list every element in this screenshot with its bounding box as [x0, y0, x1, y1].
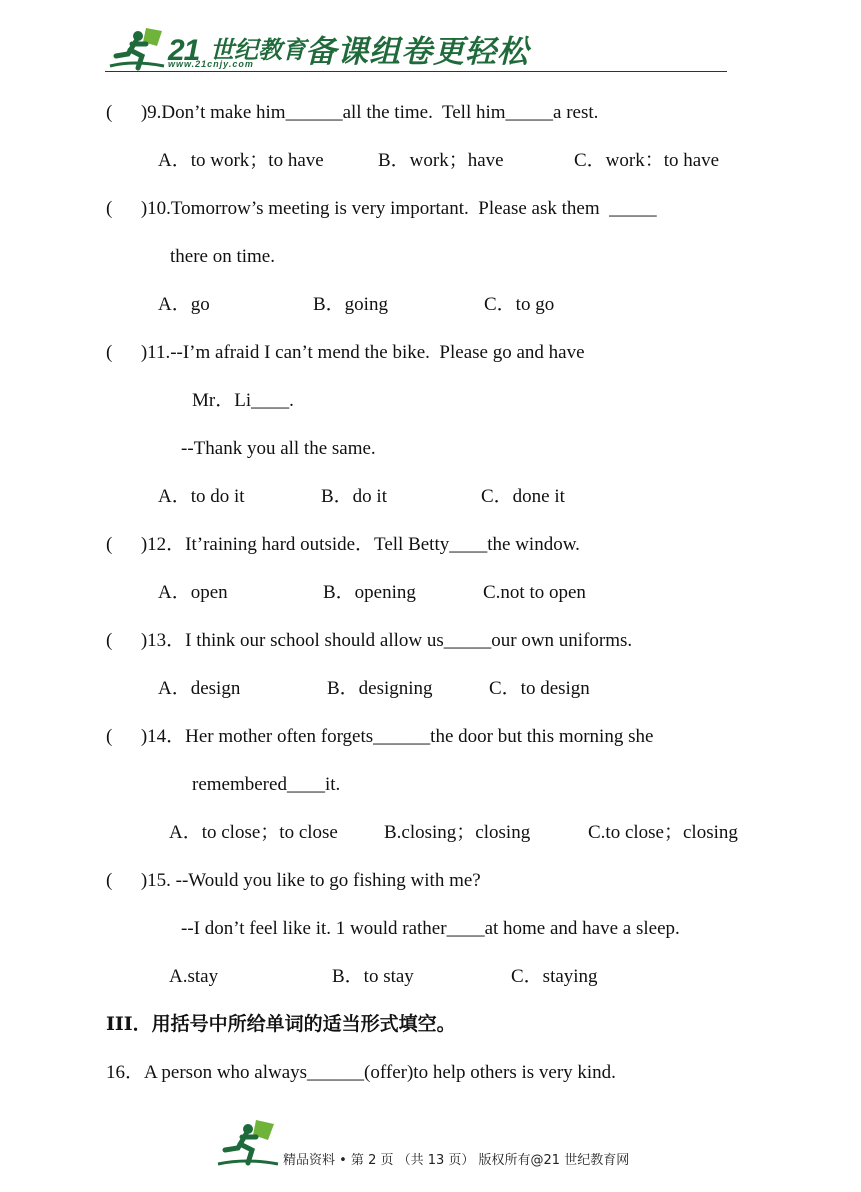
question-15-reply: --I don’t feel like it. 1 would rather____at home and have a sleep. [181, 918, 680, 939]
q9-option-a: A．to work；to have [158, 150, 324, 171]
question-13: ( )13．I think our school should allow us_____our own uniforms. [106, 630, 633, 651]
q13-option-b: B．designing [327, 678, 433, 699]
question-9: ( )9.Don’t make him______all the time. Tell him_____a rest. [106, 102, 599, 123]
question-11-reply: --Thank you all the same. [181, 438, 376, 459]
q14-option-c: C.to close；closing [588, 822, 738, 843]
q11-option-b: B．do it [321, 486, 387, 507]
question-12: ( )12．It’raining hard outside．Tell Betty____the window. [106, 534, 580, 555]
q12-option-c: C.not to open [483, 582, 586, 603]
q12-option-a: A．open [158, 582, 228, 603]
q14-option-a: A．to close；to close [169, 822, 338, 843]
question-15: ( )15. --Would you like to go fishing with me? [106, 870, 481, 891]
q14-option-b: B.closing；closing [384, 822, 531, 843]
footer-runner-logo-icon [216, 1118, 280, 1168]
q10-option-b: B．going [313, 294, 388, 315]
runner-logo-icon [108, 26, 168, 72]
question-11-cont: Mr．Li____. [192, 390, 294, 411]
q10-option-c: C．to go [484, 294, 555, 315]
header-divider [105, 71, 727, 72]
brand-number: 21 [168, 34, 200, 67]
brand-name: 世纪教育 [210, 36, 306, 64]
q10-option-a: A．go [158, 294, 210, 315]
question-14-cont: remembered____it. [192, 774, 341, 795]
question-16: 16．A person who always______(offer)to help others is very kind. [106, 1062, 616, 1083]
q15-option-b: B．to stay [332, 966, 414, 987]
q15-option-a: A.stay [169, 966, 219, 987]
section-3-heading: III．用括号中所给单词的适当形式填空。 [106, 1013, 456, 1035]
q9-option-c: C．work：to have [574, 150, 720, 171]
q9-option-b: B．work；have [378, 150, 504, 171]
brand-url: www.21cnjy.com [168, 59, 254, 69]
page-footer: 精品资料 • 第 2 页 （共 13 页） 版权所有@21 世纪教育网 [283, 1153, 630, 1168]
header-slogan: 备课组卷更轻松 [305, 34, 529, 70]
q11-option-a: A．to do it [158, 486, 245, 507]
question-11: ( )11.--I’m afraid I can’t mend the bike. Please go and have [106, 342, 585, 363]
question-14: ( )14．Her mother often forgets______the door but this morning she [106, 726, 654, 747]
q11-option-c: C．done it [481, 486, 565, 507]
q12-option-b: B．opening [323, 582, 416, 603]
question-10-cont: there on time. [170, 246, 275, 267]
q15-option-c: C．staying [511, 966, 598, 987]
q13-option-c: C．to design [489, 678, 590, 699]
question-10: ( )10.Tomorrow’s meeting is very important. Please ask them _____ [106, 198, 657, 219]
q13-option-a: A．design [158, 678, 241, 699]
